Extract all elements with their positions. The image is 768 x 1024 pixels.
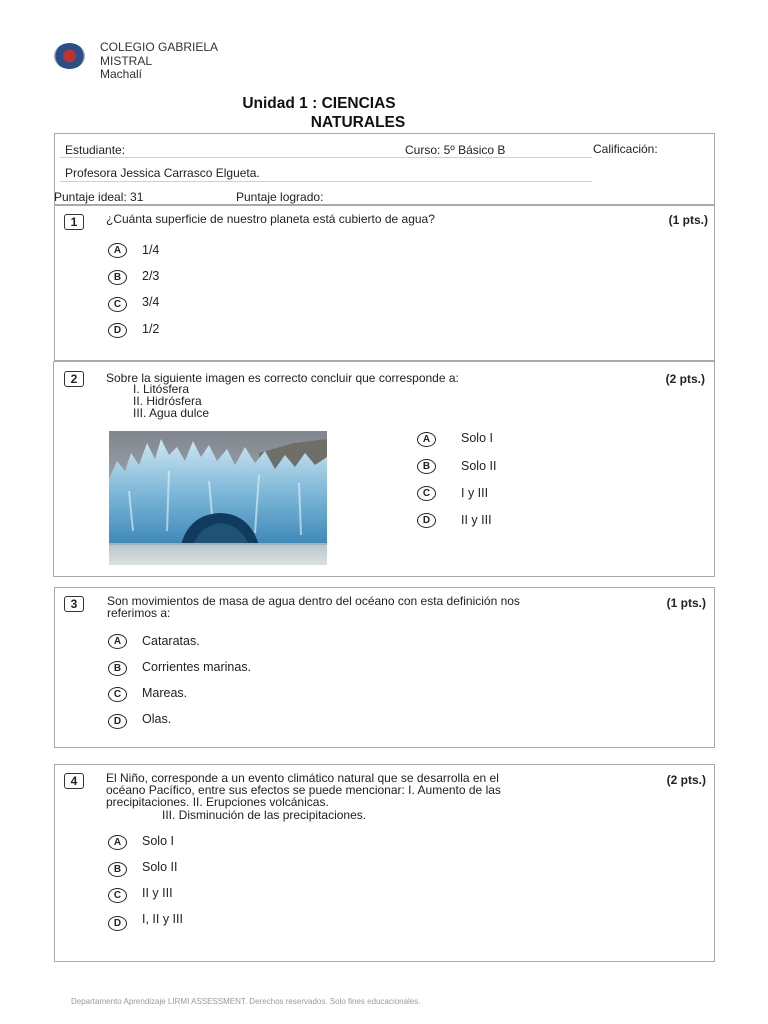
question-points-4: (2 pts.) <box>666 773 706 787</box>
option-d-text: 1/2 <box>142 322 160 336</box>
glacier-illustration <box>109 431 327 565</box>
question-text-4-line3: precipitaciones. II. Erupciones volcánicas. <box>106 795 329 809</box>
option-d-text: II y III <box>461 513 492 527</box>
option-a-text: Solo I <box>142 834 174 848</box>
option-b-text: 2/3 <box>142 269 160 283</box>
option-c-bubble[interactable]: C <box>108 888 127 903</box>
statement-item: II. Hidrósfera <box>133 394 202 408</box>
question-text-4-line1: El Niño, corresponde a un evento climático natural que se desarrolla en el <box>106 771 499 785</box>
option-b-text: Solo II <box>461 459 497 473</box>
option-d-bubble[interactable]: D <box>108 916 127 931</box>
option-a-text: 1/4 <box>142 243 160 257</box>
option-d-bubble[interactable]: D <box>108 714 127 729</box>
option-b-bubble[interactable]: B <box>108 862 127 877</box>
question-points-1: (1 pts.) <box>668 213 708 227</box>
question-text-4-line2: océano Pacífico, entre sus efectos se puede mencionar: I. Aumento de las <box>106 783 501 797</box>
school-name-line2: MISTRAL <box>100 53 153 68</box>
student-label: Estudiante: <box>65 143 126 157</box>
course-label: Curso: 5º Básico B <box>405 143 506 157</box>
school-logo <box>54 43 85 69</box>
option-b-bubble[interactable]: B <box>108 661 127 676</box>
option-c-bubble[interactable]: C <box>108 687 127 702</box>
option-a-bubble[interactable]: A <box>108 243 127 258</box>
school-location: Machalí <box>100 67 143 81</box>
question-box-1 <box>54 205 715 361</box>
option-a-text: Cataratas. <box>142 634 200 648</box>
school-name <box>100 41 260 82</box>
option-b-bubble[interactable]: B <box>108 270 127 285</box>
question-text-4-line4: III. Disminución de las precipitaciones. <box>162 808 367 822</box>
teacher-label: Profesora Jessica Carrasco Elgueta. <box>65 166 260 180</box>
achieved-score-label: Puntaje logrado: <box>236 190 324 204</box>
option-a-text: Solo I <box>461 431 493 445</box>
statement-item: III. Agua dulce <box>133 406 210 420</box>
option-b-bubble[interactable]: B <box>417 459 436 474</box>
grade-label: Calificación: <box>593 142 658 156</box>
question-text-3-line1: Son movimientos de masa de agua dentro del océano con esta definición nos <box>107 594 520 608</box>
page-title-line1: Unidad 1 : CIENCIAS <box>242 95 396 112</box>
footer-copyright: Departamento Aprendizaje LIRMI ASSESSMENT. Derechos reservados. Solo fines educacionales. <box>71 997 421 1006</box>
divider <box>60 181 592 182</box>
option-d-text: Olas. <box>142 712 172 726</box>
option-b-text: Corrientes marinas. <box>142 660 252 674</box>
divider <box>60 157 592 158</box>
page-title <box>180 94 480 132</box>
option-a-bubble[interactable]: A <box>108 634 127 649</box>
option-a-bubble[interactable]: A <box>417 432 436 447</box>
option-c-text: I y III <box>461 486 489 500</box>
page-title-line2: NATURALES <box>310 114 406 131</box>
glacier-image <box>109 431 327 565</box>
option-c-bubble[interactable]: C <box>417 486 436 501</box>
question-number-2: 2 <box>64 371 84 387</box>
question-number-4: 4 <box>64 773 84 789</box>
question-text-1: ¿Cuánta superficie de nuestro planeta está cubierto de agua? <box>106 212 435 226</box>
question-text-3-line2: referimos a: <box>107 606 171 620</box>
option-d-bubble[interactable]: D <box>108 323 127 338</box>
question-text-2: Sobre la siguiente imagen es correcto concluir que corresponde a: <box>106 371 459 385</box>
option-c-bubble[interactable]: C <box>108 297 127 312</box>
option-c-text: 3/4 <box>142 295 160 309</box>
school-name-line1: COLEGIO GABRIELA <box>100 40 219 54</box>
ideal-score-label: Puntaje ideal: 31 <box>54 190 144 204</box>
statement-item: I. Litósfera <box>133 382 190 396</box>
option-a-bubble[interactable]: A <box>108 835 127 850</box>
question-number-3: 3 <box>64 596 84 612</box>
question-number-1: 1 <box>64 214 84 230</box>
question-points-3: (1 pts.) <box>666 596 706 610</box>
question-points-2: (2 pts.) <box>665 372 705 386</box>
option-d-bubble[interactable]: D <box>417 513 436 528</box>
option-c-text: Mareas. <box>142 686 188 700</box>
option-d-text: I, II y III <box>142 912 183 926</box>
option-c-text: II y III <box>142 886 173 900</box>
option-b-text: Solo II <box>142 860 178 874</box>
